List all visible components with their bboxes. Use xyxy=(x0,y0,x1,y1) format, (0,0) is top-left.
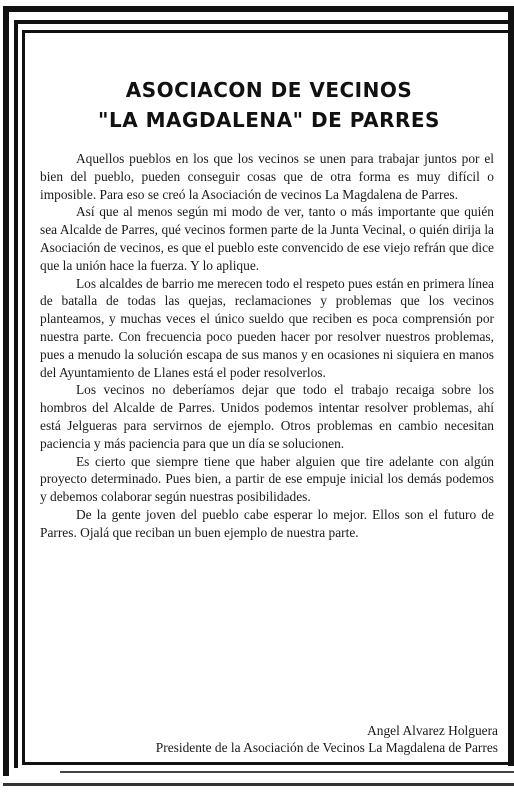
border-right-outer xyxy=(508,6,514,766)
border-top-outer xyxy=(3,6,514,12)
paragraph: Aquellos pueblos en los que los vecinos se unen para trabajar juntos por el bien del pueblo, pueden conseguir cosas que de otra forma es muy difícil o imposible. Para eso se creó la Asociación de vecinos La Magdalena de Parres. xyxy=(40,151,494,202)
document-page xyxy=(36,40,502,760)
border-left-outer xyxy=(3,6,9,776)
signature-role: Presidente de la Asociación de Vecinos La Magdalena de Parres xyxy=(155,740,498,755)
paragraph: Es cierto que siempre tiene que haber alguien que tire adelante con algún proyecto determinado. Pues bien, a partir de ese empuje inicial los demás podemos y debemos colaborar según nuestras posibilidades. xyxy=(40,453,494,505)
border-left-middle xyxy=(14,20,18,768)
signature-name: Angel Alvarez Holguera xyxy=(367,723,498,738)
document-title-line1: ASOCIACON DE VECINOS xyxy=(125,78,413,102)
border-bottom-outer xyxy=(3,783,514,786)
border-left-inner xyxy=(22,30,25,765)
border-bottom-middle xyxy=(60,771,514,773)
border-top-middle xyxy=(14,20,514,24)
paragraph: Los alcaldes de barrio me merecen todo el respeto pues están en primera línea de batalla de todas las quejas, reclamaciones y problemas que los vecinos planteamos, y muchas veces el único sueldo que reciben es poca comprensión por nuestra parte. Con frecuencia poco pueden hacer por resolver nuestros problemas, pues a menudo la solución escapa de sus manos y en ocasiones ni siquiera en manos del Ayuntamiento de Llanes está el poder resolverlos. xyxy=(40,275,494,380)
document-body xyxy=(40,150,494,542)
paragraph: Así que al menos según mi modo de ver, tanto o más importante que quién sea Alcalde de Parres, qué vecinos formen parte de la Junta Vecinal, o quién dirija la Asociación de vecinos, es que el pueblo este convencido de ese viejo refrán que dice que la unión hace la fuerza. Y lo aplique. xyxy=(40,204,494,273)
border-bottom-inner xyxy=(22,762,514,765)
paragraph: De la gente joven del pueblo cabe esperar lo mejor. Ellos son el futuro de Parres. Ojalá que reciban un buen ejemplo de nuestra parte. xyxy=(40,506,494,540)
paragraph: Los vecinos no deberíamos dejar que todo el trabajo recaiga sobre los hombros del Alcalde de Parres. Unidos podemos intentar resolver problemas, ahí está Jelgueras para servirnos de ejemplo. Otros problemas en cambio necesitan paciencia y más paciencia para que un día se solucionen. xyxy=(40,382,494,451)
border-top-inner xyxy=(22,30,514,33)
document-title-line2: "LA MAGDALENA" DE PARRES xyxy=(98,108,440,132)
